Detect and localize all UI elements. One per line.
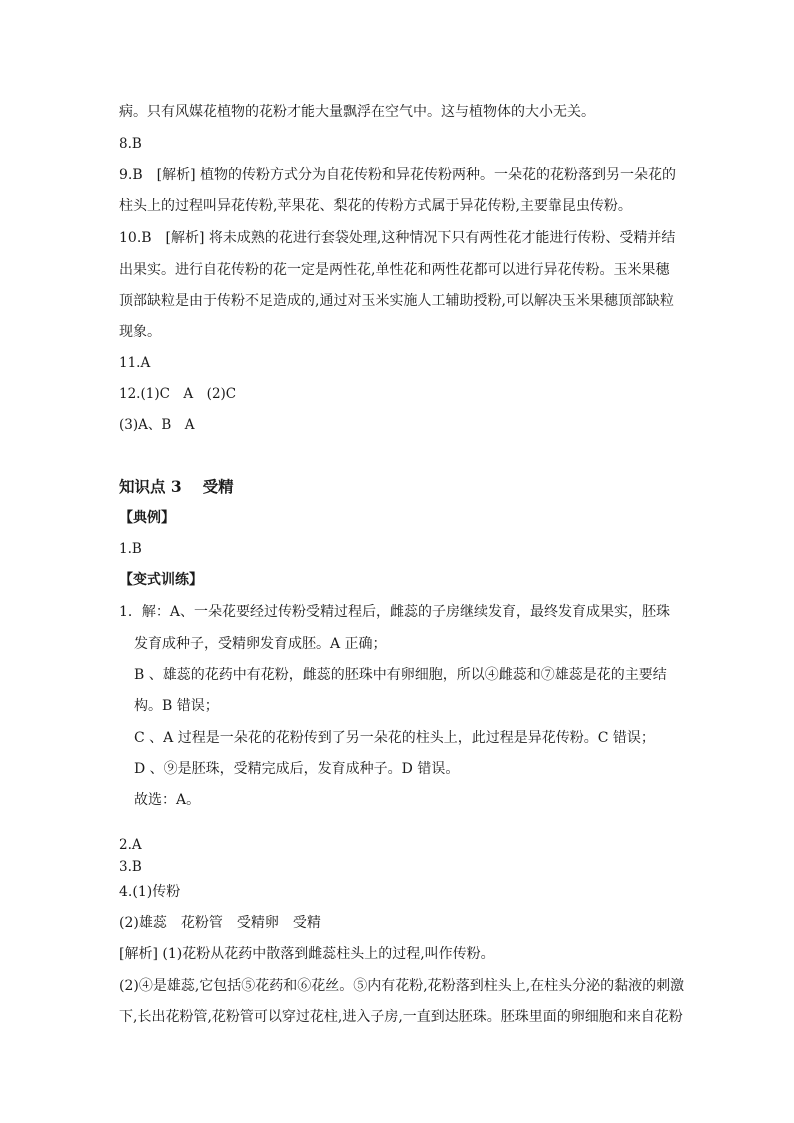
answer-line: (2)雄蕊 花粉管 受精卵 受精: [119, 915, 321, 931]
answer-line: 9.B [解析] 植物的传粉方式分为自花传粉和异花传粉两种。一朵花的花粉落到另一朵花的: [119, 167, 677, 183]
answer-line: 2.A: [119, 837, 142, 853]
text-line: 柱头上的过程叫异花传粉,苹果花、梨花的传粉方式属于异花传粉,主要靠昆虫传粉。: [119, 198, 632, 214]
answer-line: 1.B: [119, 541, 142, 557]
solution-line: 构。B 错误；: [134, 698, 219, 714]
solution-line: D 、⑨是胚珠，受精完成后，发育成种子。D 错误。: [134, 761, 460, 777]
practice-heading: 【变式训练】: [119, 572, 203, 588]
solution-line: B 、雄蕊的花药中有花粉，雌蕊的胚珠中有卵细胞，所以④雌蕊和⑦雄蕊是花的主要结: [134, 667, 667, 683]
text-line: 顶部缺粒是由于传粉不足造成的,通过对玉米实施人工辅助授粉,可以解决玉米果穗顶部缺粒: [119, 293, 674, 309]
answer-line: 4.(1)传粉: [119, 884, 181, 900]
answer-line: 8.B: [119, 136, 142, 152]
solution-line: 发育成种子，受精卵发育成胚。A 正确；: [134, 636, 387, 652]
answer-line: 3.B: [119, 859, 142, 875]
solution-line: 1．解：A、一朵花要经过传粉受精过程后，雌蕊的子房继续发育，最终发育成果实，胚珠: [119, 604, 671, 620]
solution-line: C 、A 过程是一朵花的花粉传到了另一朵花的柱头上，此过程是异花传粉。C 错误；: [134, 730, 655, 746]
answer-line: 11.A: [119, 355, 151, 371]
text-line: 病。只有风媒花植物的花粉才能大量飘浮在空气中。这与植物体的大小无关。: [119, 104, 595, 120]
answer-line: 12.(1)C A (2)C: [119, 386, 237, 402]
text-line: 现象。: [119, 324, 161, 340]
answer-line: (3)A、B A: [119, 417, 195, 433]
section-heading: 知识点 3 受精: [119, 477, 234, 496]
answer-line: 10.B [解析] 将未成熟的花进行套袋处理,这种情况下只有两性花才能进行传粉、受精并结: [119, 230, 676, 246]
explanation-line: 下,长出花粉管,花粉管可以穿过花柱,进入子房,一直到达胚珠。胚珠里面的卵细胞和来自花粉: [119, 1009, 683, 1025]
explanation-line: [解析] (1)花粉从花药中散落到雌蕊柱头上的过程,叫作传粉。: [119, 946, 495, 962]
text-line: 出果实。进行自花传粉的花一定是两性花,单性花和两性花都可以进行异花传粉。玉米果穗: [119, 262, 670, 278]
solution-line: 故选：A。: [134, 792, 201, 808]
example-heading: 【典例】: [119, 510, 175, 526]
explanation-line: (2)④是雄蕊,它包括⑤花药和⑥花丝。⑤内有花粉,花粉落到柱头上,在柱头分泌的黏液的刺激: [119, 978, 685, 994]
